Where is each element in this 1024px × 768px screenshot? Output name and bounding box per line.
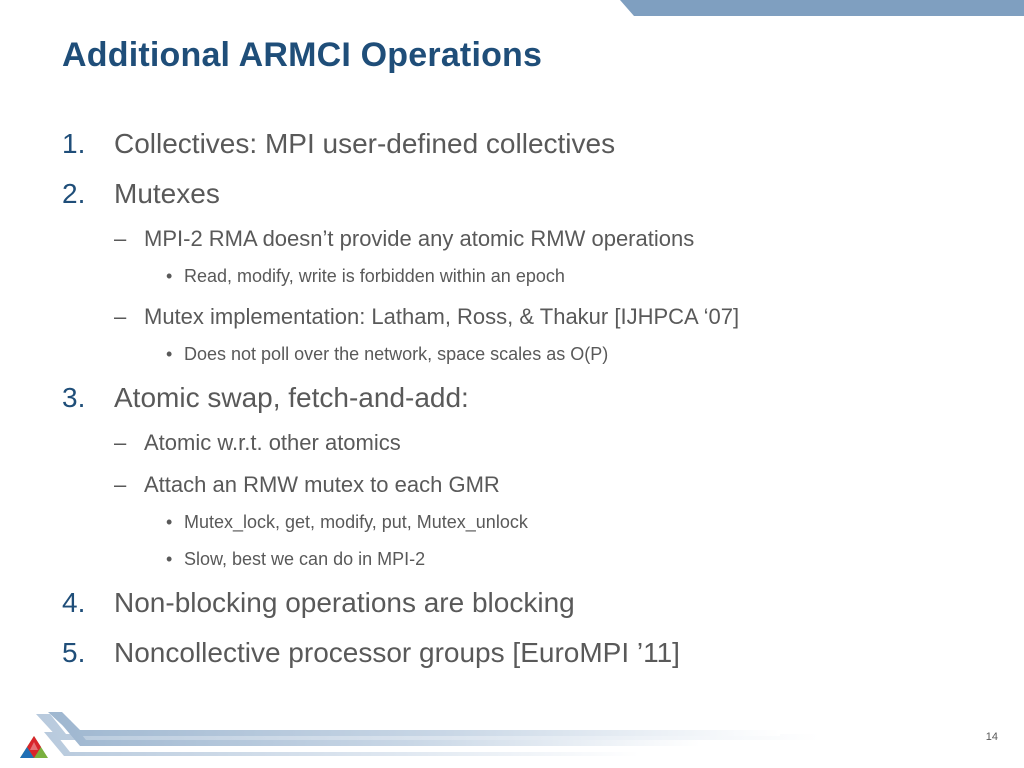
dash-marker: – — [114, 226, 127, 251]
list-item — [114, 472, 500, 498]
list-number: 5. — [62, 637, 86, 668]
list-item-text: Non-blocking operations are blocking — [114, 587, 575, 618]
list-item — [166, 512, 528, 533]
list-item — [114, 226, 694, 252]
page-number: 14 — [985, 731, 998, 743]
top-accent-bar — [620, 0, 1024, 16]
list-number: 1. — [62, 128, 86, 159]
list-item — [114, 304, 739, 330]
dash-marker: – — [114, 472, 127, 497]
list-item — [114, 430, 401, 456]
bullet-marker: • — [166, 266, 173, 286]
list-item — [62, 382, 469, 414]
bullet-marker: • — [166, 549, 173, 569]
list-number: 4. — [62, 587, 86, 618]
list-item-text: Collectives: MPI user-defined collectives — [114, 128, 616, 159]
list-item-text: MPI-2 RMA doesn’t provide any atomic RMW operations — [144, 226, 695, 251]
list-item-text: Read, modify, write is forbidden within an epoch — [184, 266, 565, 286]
list-item — [62, 178, 220, 210]
list-item-text: Mutexes — [114, 178, 220, 209]
bullet-marker: • — [166, 512, 173, 532]
list-item — [62, 587, 575, 619]
list-number: 3. — [62, 382, 86, 413]
list-item-text: Mutex_lock, get, modify, put, Mutex_unlock — [184, 512, 528, 532]
list-item-text: Attach an RMW mutex to each GMR — [144, 472, 500, 497]
dash-marker: – — [114, 430, 127, 455]
list-item — [166, 266, 565, 287]
list-item — [166, 549, 425, 570]
dash-marker: – — [114, 304, 127, 329]
list-item — [62, 128, 615, 160]
list-number: 2. — [62, 178, 86, 209]
list-item-text: Does not poll over the network, space scales as O(P) — [184, 344, 609, 364]
list-item — [62, 637, 680, 669]
slide-title: Additional ARMCI Operations — [62, 36, 543, 74]
bullet-marker: • — [166, 344, 173, 364]
argonne-logo-icon — [20, 736, 48, 758]
list-item-text: Slow, best we can do in MPI-2 — [184, 549, 426, 569]
list-item-text: Noncollective processor groups [EuroMPI ’11] — [114, 637, 680, 668]
footer-decoration — [0, 700, 1024, 768]
list-item-text: Mutex implementation: Latham, Ross, & Thakur [IJHPCA ‘07] — [144, 304, 740, 329]
list-item — [166, 344, 608, 365]
list-item-text: Atomic swap, fetch-and-add: — [114, 382, 469, 413]
list-item-text: Atomic w.r.t. other atomics — [144, 430, 401, 455]
